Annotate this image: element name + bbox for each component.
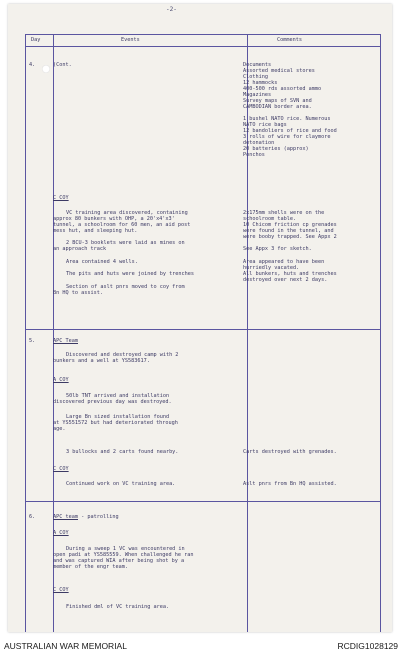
header-rule bbox=[26, 46, 380, 47]
log-line: A COY bbox=[53, 377, 69, 383]
log-line: 400-500 rds assorted ammo bbox=[243, 86, 322, 92]
log-line: 20 batteries (approx) bbox=[243, 146, 309, 152]
log-line: 3 bullocks and 2 carts found nearby. bbox=[66, 449, 179, 455]
log-line: open padi at YS585559. When challenged he ran bbox=[53, 552, 194, 558]
log-line: 12 bandoliers of rice and food bbox=[243, 128, 337, 134]
log-line: member of the engr team. bbox=[53, 564, 128, 570]
punch-hole bbox=[42, 65, 50, 73]
log-line: Large Bn sized installation found bbox=[66, 414, 170, 420]
document-page bbox=[8, 4, 392, 632]
log-line: Area appeared to have been bbox=[243, 259, 325, 265]
log-line: NATO rice bags bbox=[243, 122, 287, 128]
log-line: were booby trapped. See Appx 2 bbox=[243, 234, 337, 240]
log-line: Aslt pnrs from Bn HQ assisted. bbox=[243, 481, 337, 487]
log-line: Documents bbox=[243, 62, 272, 68]
log-line: Assorted medical stores bbox=[243, 68, 315, 74]
log-line: During a sweep 1 VC was encountered in bbox=[66, 546, 185, 552]
log-line: schoolroom table. bbox=[243, 216, 297, 222]
log-line: APC team - patrolling bbox=[53, 514, 119, 520]
log-line: (Cont. bbox=[53, 62, 72, 68]
log-line: APC Team bbox=[53, 338, 78, 344]
log-line: Carts destroyed with grenades. bbox=[243, 449, 337, 455]
log-line: were found in the tunnel, and bbox=[243, 228, 334, 234]
log-line: Discovered and destroyed camp with 2 bbox=[66, 352, 179, 358]
log-line: detonation bbox=[243, 140, 275, 146]
log-line: 4. bbox=[29, 62, 36, 68]
log-line: Section of aslt pnrs moved to coy from bbox=[66, 284, 185, 290]
log-line: C COY bbox=[53, 466, 69, 472]
log-line: 10 Chicom friction cp grenades bbox=[243, 222, 337, 228]
log-line: C COY bbox=[53, 195, 69, 201]
log-line: All bunkers, huts and trenches bbox=[243, 271, 337, 277]
header-comments: Comments bbox=[277, 37, 302, 43]
log-line: and was captured WIA after being shot by a bbox=[53, 558, 185, 564]
log-line: bunkers and a well at YS583617. bbox=[53, 358, 150, 364]
log-line: CAMBODIAN border area. bbox=[243, 104, 312, 110]
log-line: 5. bbox=[29, 338, 36, 344]
log-line: hurriedly vacated. bbox=[243, 265, 300, 271]
log-line: 50lb TNT arrived and installation bbox=[66, 393, 170, 399]
log-line: Clothing bbox=[243, 74, 268, 80]
log-line: at YS551572 but had deteriorated through bbox=[53, 420, 178, 426]
row-divider-day4 bbox=[26, 329, 380, 330]
header-day: Day bbox=[31, 37, 41, 43]
log-line: an approach track bbox=[53, 246, 107, 252]
log-line: tunnel, a schoolroom for 60 men, an aid post bbox=[53, 222, 191, 228]
log-line: destroyed over next 2 days. bbox=[243, 277, 328, 283]
day-column-rule bbox=[53, 34, 54, 632]
log-line: Area contained 4 wells. bbox=[66, 259, 138, 265]
table-frame bbox=[25, 34, 381, 632]
footer-id: RCDIG1028129 bbox=[337, 641, 398, 651]
log-line: 2x175mm shells were on the bbox=[243, 210, 325, 216]
log-line: 6. bbox=[29, 514, 36, 520]
log-line: Continued work on VC training area. bbox=[66, 481, 176, 487]
log-line: Ponchos bbox=[243, 152, 265, 158]
log-line: discovered previous day was destroyed. bbox=[53, 399, 172, 405]
log-line: approx 80 bunkers with OHP, a 20'x4'x3' bbox=[53, 216, 175, 222]
log-line: 12 hammocks bbox=[243, 80, 278, 86]
log-line: C COY bbox=[53, 587, 69, 593]
footer-source: AUSTRALIAN WAR MEMORIAL bbox=[4, 641, 127, 651]
log-line: VC training area discovered, containing bbox=[66, 210, 188, 216]
row-divider-day5 bbox=[26, 501, 380, 502]
log-line: age. bbox=[53, 426, 66, 432]
log-line: Survey maps of SVN and bbox=[243, 98, 312, 104]
table-top-rule bbox=[26, 34, 380, 35]
log-line: A COY bbox=[53, 530, 69, 536]
log-line: Finished dml of VC training area. bbox=[66, 604, 170, 610]
page-number: -2- bbox=[166, 6, 177, 13]
log-line: The pits and huts were joined by trenches bbox=[66, 271, 195, 277]
log-line: Bn HQ to assist. bbox=[53, 290, 103, 296]
log-line: See Appx 3 for sketch. bbox=[243, 246, 312, 252]
header-events: Events bbox=[121, 37, 140, 43]
log-line: Magazines bbox=[243, 92, 272, 98]
log-line: 3 rolls of wire for claymore bbox=[243, 134, 331, 140]
log-line: mess hut, and sleeping hut. bbox=[53, 228, 138, 234]
log-line: 2 BCU-3 booklets were laid as mines on bbox=[66, 240, 185, 246]
log-line: 1 bushel NATO rice. Numerous bbox=[243, 116, 331, 122]
log-line-heading: APC team bbox=[53, 514, 78, 520]
